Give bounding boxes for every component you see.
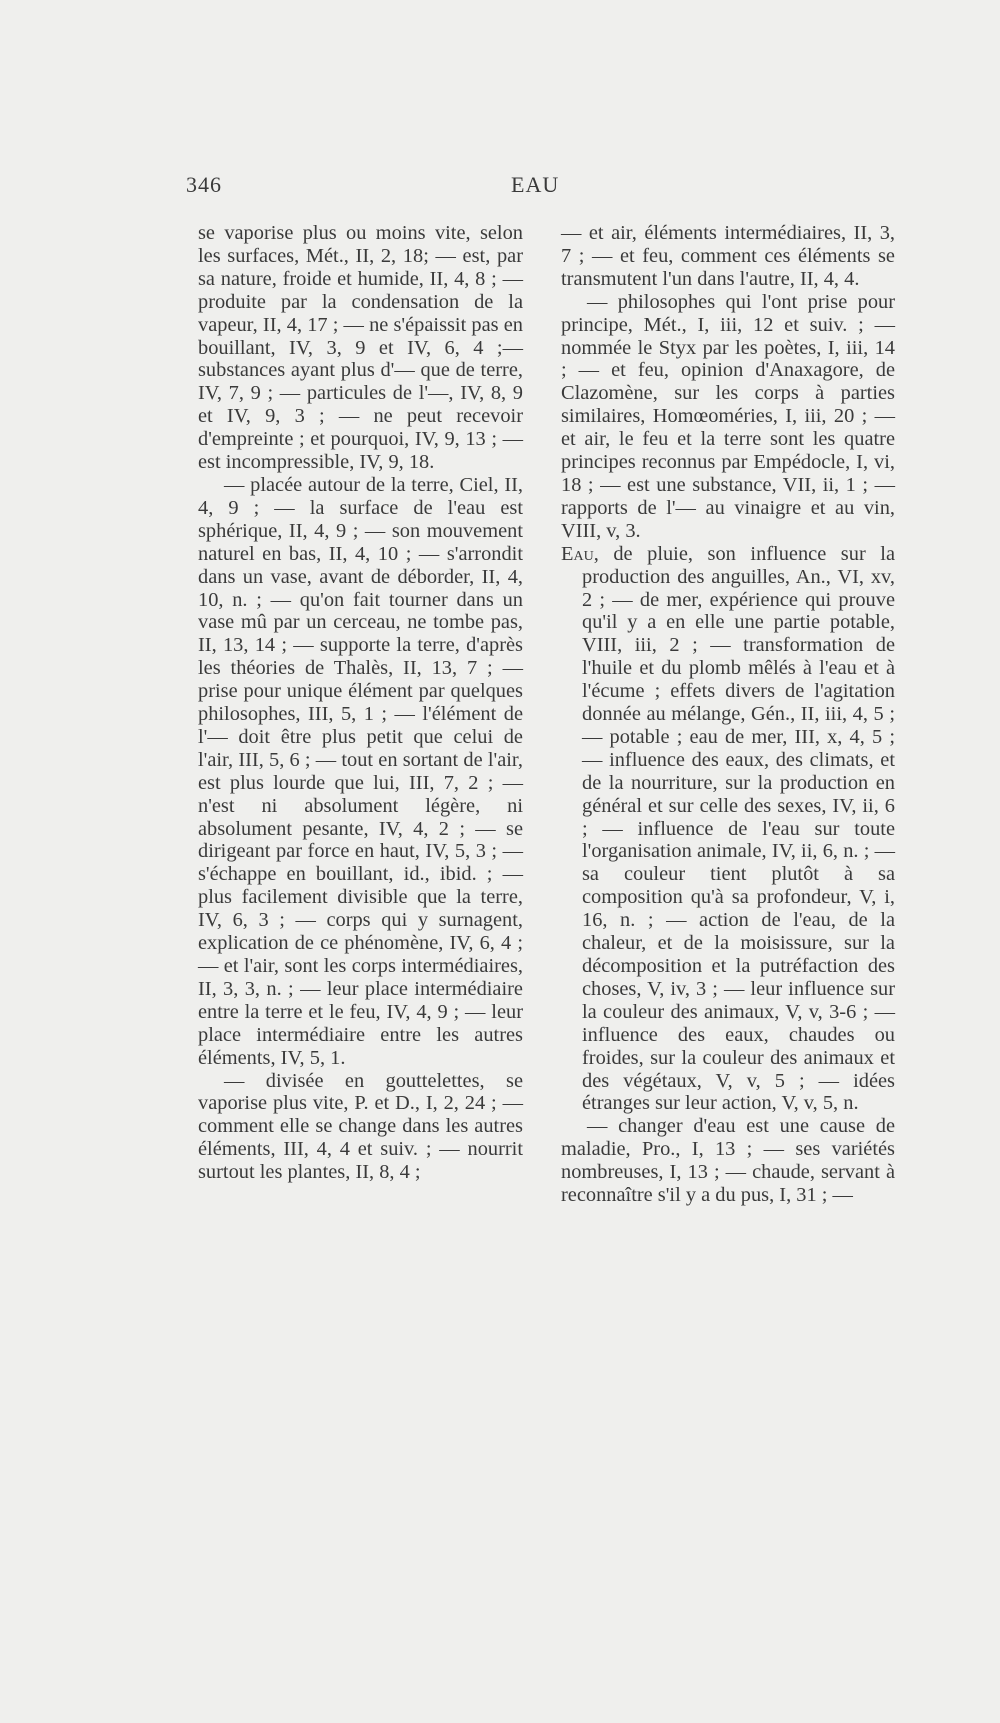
index-entry [561,543,895,1116]
paragraph: — changer d'eau est une cause de maladie, Pro., I, 13 ; — ses variétés nombreuses, I, 13 ; — chaude, servant à reconnaître s'il y a du pus, I, 31 ; — [561,1115,895,1207]
right-column [561,222,895,1207]
entry-text: , de pluie, son influence sur la production des anguilles, An., VI, xv, 2 ; — de mer, expérience qui prouve qu'il y a en elle une partie potable, VIII, iii, 2 ; — transformation de l'huile et du plomb mêlés à l'eau et à l'écume ; effets divers de l'agitation donnée au mélange, Gén., II, iii, 4, 5 ; — potable ; eau de mer, III, x, 4, 5 ; — influence des eaux, des climats, et de la nourriture, sur la production en général et sur celle des sexes, IV, ii, 6 ; — influence de l'eau sur toute l'organisation animale, IV, ii, 6, n. ; — sa couleur tient plutôt à sa composition qu'à sa profondeur, V, i, 16, n. ; — action de l'eau, de la chaleur, et de la moisissure, sur la décomposition et la putréfaction des choses, V, iv, 3 ; — leur influence sur la couleur des animaux, V, v, 3-6 ; — influence des eaux, chaudes ou froides, sur la couleur des animaux et des végétaux, V, v, 5 ; — idées étranges sur leur action, V, v, 5, n. [582,542,895,1115]
paragraph: — placée autour de la terre, Ciel, II, 4, 9 ; — la surface de l'eau est sphérique, II, 4, 9 ; — son mouvement naturel en bas, II, 4, 10 ; — s'arrondit dans un vase, avant de déborder, II, 4, 10, n. ; — qu'on fait tourner dans un vase mû par un cerceau, ne tombe pas, II, 13, 14 ; — supporte la terre, d'après les théories de Thalès, II, 13, 7 ; — prise pour unique élément par quelques philosophes, III, 5, 1 ; — l'élément de l'— doit être plus petit que celui de l'air, III, 5, 6 ; — tout en sortant de l'air, est plus lourde que lui, III, 7, 2 ; — n'est ni absolument légère, ni absolument pesante, IV, 4, 2 ; — se dirigeant par force en haut, IV, 5, 3 ; — s'échappe en bouillant, id., ibid. ; — plus facilement divisible que la terre, IV, 6, 3 ; — corps qui y surnagent, explication de ce phénomène, IV, 6, 4 ; — et l'air, sont les corps intermédiaires, II, 3, 3, n. ; — leur place intermédiaire entre la terre et le feu, IV, 4, 9 ; — leur place intermédiaire entre les autres éléments, IV, 5, 1. [198,473,523,1069]
page-number: 346 [186,172,222,197]
paragraph: — philosophes qui l'ont prise pour principe, Mét., I, iii, 12 et suiv. ; — nommée le Styx par les poètes, I, iii, 14 ; — et feu, opinion d'Anaxagore, de Clazomène, sur les corps à parties similaires, Homœoméries, I, iii, 20 ; — et air, le feu et la terre sont les quatre principes reconnus par Empédocle, I, vi, 18 ; — est une substance, VII, ii, 1 ; — rapports de l'— au vinaigre et au vin, VIII, v, 3. [561,290,895,542]
paragraph: — et air, éléments intermédiaires, II, 3, 7 ; — et feu, comment ces éléments se transmutent l'un dans l'autre, II, 4, 4. [561,222,895,290]
paragraph: — divisée en gouttelettes, se vaporise plus vite, P. et D., I, 2, 24 ; — comment elle se change dans les autres éléments, III, 4, 4 et suiv. ; — nourrit surtout les plantes, II, 8, 4 ; [198,1069,523,1184]
running-headword: EAU [511,172,560,197]
entry-headword: Eau [561,542,594,565]
paragraph: se vaporise plus ou moins vite, selon les surfaces, Mét., II, 2, 18; — est, par sa nature, froide et humide, II, 4, 8 ; — produite par la condensation de la vapeur, II, 4, 17 ; — ne s'épaissit pas en bouillant, IV, 3, 9 et IV, 6, 4 ;— substances ayant plus d'— que de terre, IV, 7, 9 ; — particules de l'—, IV, 8, 9 et IV, 9, 3 ; — ne peut recevoir d'empreinte ; et pourquoi, IV, 9, 13 ; — est incompressible, IV, 9, 18. [198,222,523,474]
left-column [198,222,523,1184]
